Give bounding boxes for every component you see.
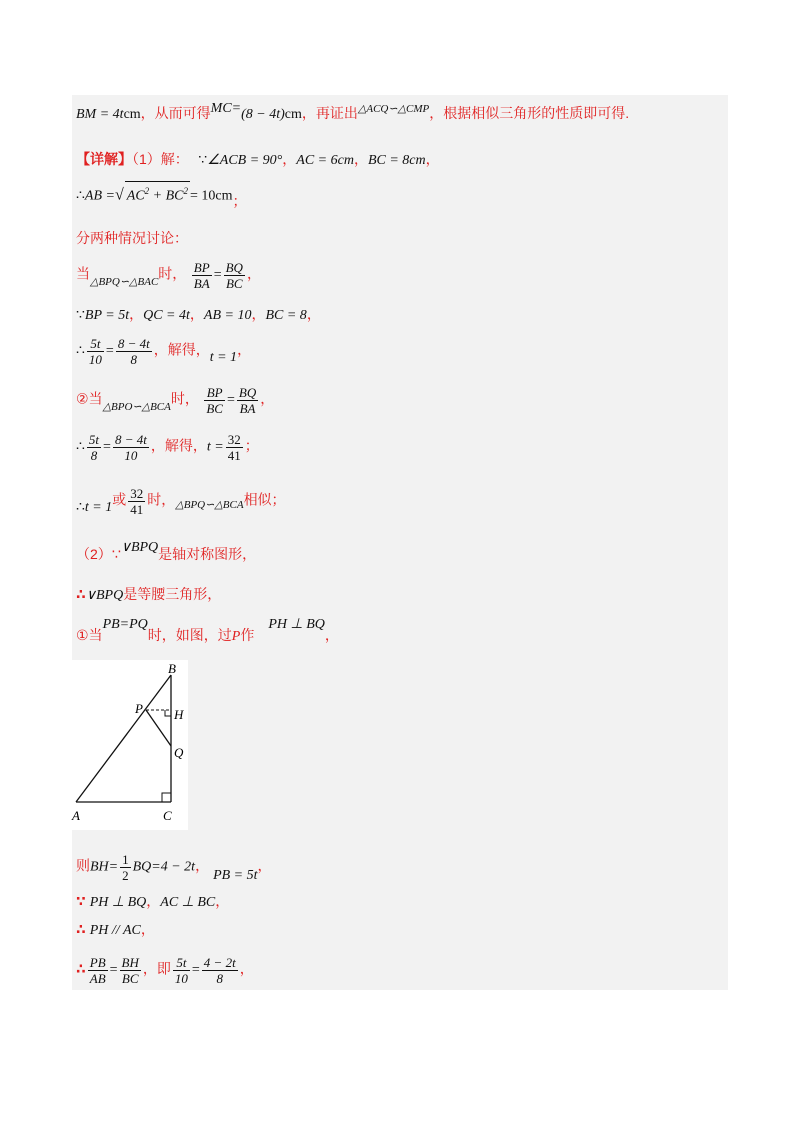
label-a: A [72, 808, 80, 823]
label-c: C [163, 808, 172, 823]
bm-expression: BM = 4t [76, 107, 124, 122]
geometry-figure [70, 660, 188, 830]
line-15: ∵ PH ⊥ BQ，AC ⊥ BC， [76, 893, 230, 910]
line-12: ∴∨BPQ是等腰三角形， [76, 586, 222, 603]
line-2: 【详解】（1）解： ∵∠ACB = 90°，AC = 6cm，BC = 8cm， [76, 151, 440, 168]
fraction: $\frac{4 - 2t}{8}$ [203, 955, 236, 986]
label-b: B [168, 661, 176, 676]
right-angle-c [162, 793, 171, 802]
line-4: 分两种情况讨论： [76, 230, 188, 246]
fraction: $\frac{BQ}{BC}$ [225, 260, 243, 291]
fraction: $\frac{8 - 4t}{10}$ [114, 432, 147, 463]
fraction: $\frac{BP}{BC}$ [206, 385, 223, 416]
label-p: P [135, 701, 143, 716]
fraction: $\frac{5t}{8}$ [88, 432, 100, 463]
line-14: 则BH= $\frac{1}{2}$ BQ=4 − 2t，PB = 5t， [76, 852, 272, 883]
fraction: $\frac{5t}{10}$ [88, 336, 102, 367]
line-10: ∴t = 1或 $\frac{32}{41}$ 时，$_{\triangle BPQ∽\triangle BCA}$相似； [76, 486, 286, 517]
line-8: ②当$_{\triangle BPO∽\triangle BCA}$时， $\frac{BP}{BC}$ = $\frac{BQ}{BA}$ ， [76, 385, 275, 416]
line-11: （2）∵∨BPQ是轴对称图形， [76, 540, 257, 562]
line-7: ∴ $\frac{5t}{10}$ = $\frac{8 - 4t}{8}$ ，解得，t = 1， [76, 336, 252, 367]
line-17: ∴ $\frac{PB}{AB}$ = $\frac{BH}{BC}$ ，即 $\frac{5t}{10}$ = $\frac{4 - 2t}{8}$ ， [76, 955, 254, 986]
sqrt-expression: $AC^2 + BC^2$ [125, 181, 190, 206]
triangle-diagram [70, 660, 188, 830]
fraction: $\frac{32}{41}$ [130, 486, 144, 517]
label-h: H [174, 707, 184, 722]
right-angle-h [165, 710, 171, 716]
fraction: $\frac{BH}{BC}$ [121, 955, 139, 986]
line-1: BM = 4tcm，从而可得MC=(8 − 4t)cm，再证出$^{\triangle ACQ∽\triangle CMP}$，根据相似三角形的性质即可得. [76, 101, 630, 122]
line-13: ①当PB=PQ时，如图，过P作PH ⊥ BQ， [76, 617, 339, 644]
line-9: ∴ $\frac{5t}{8}$ = $\frac{8 - 4t}{10}$ ，解得，t = $\frac{32}{41}$ ； [76, 432, 259, 463]
fraction: $\frac{BQ}{BA}$ [238, 385, 257, 416]
fraction: $\frac{5t}{10}$ [174, 955, 188, 986]
fraction: $\frac{1}{2}$ [122, 852, 129, 883]
detail-label: 【详解】 [76, 151, 132, 167]
similar-triangles: △ACQ∽△CMP [357, 103, 430, 115]
line-5: 当$_{\triangle BPQ∽\triangle BAC}$时， $\frac{BP}{BA}$ = $\frac{BQ}{BC}$ ， [76, 260, 261, 291]
label-q: Q [174, 745, 184, 760]
fraction: $\frac{BP}{BA}$ [193, 260, 210, 291]
fraction: $\frac{32}{41}$ [227, 432, 241, 463]
line-16: ∴ PH // AC， [76, 921, 155, 938]
side-ab [76, 675, 171, 802]
segment-pq [146, 710, 171, 746]
line-3: ∴AB =√ $AC^2 + BC^2 = 10cm$； [76, 181, 247, 206]
fraction: $\frac{8 - 4t}{8}$ [117, 336, 150, 367]
line-6: ∵BP = 5t，QC = 4t，AB = 10，BC = 8， [76, 306, 321, 323]
fraction: $\frac{PB}{AB}$ [89, 955, 106, 986]
